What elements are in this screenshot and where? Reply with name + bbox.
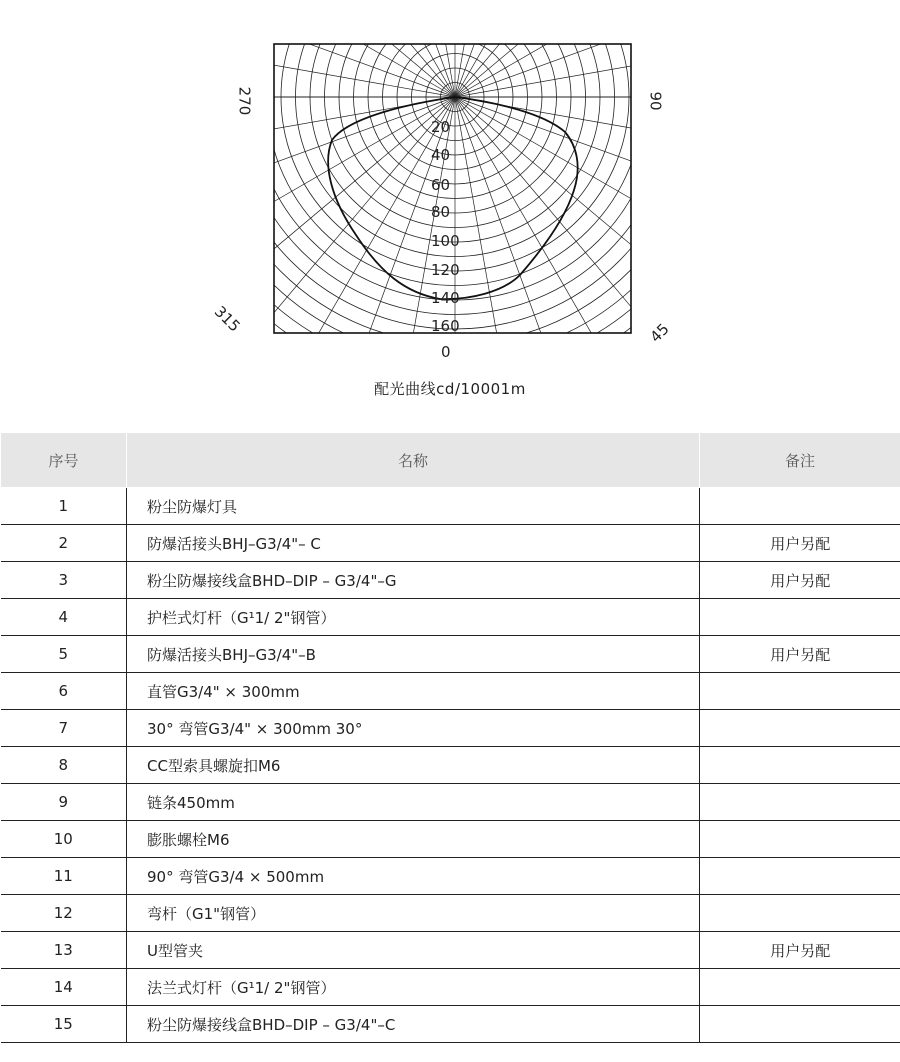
table-row: [1, 821, 900, 858]
grid-ray: [0, 10, 455, 97]
row-note: [700, 784, 900, 821]
radial-tick-label: 20: [431, 118, 451, 136]
table-row: [1, 969, 900, 1006]
table-header-row: [1, 433, 900, 488]
grid-ray: [72, 97, 455, 400]
table-row: [1, 562, 900, 599]
table-row: [1, 673, 900, 710]
grid-ray: [455, 0, 900, 97]
row-note: [700, 858, 900, 895]
row-number: 2: [1, 525, 127, 562]
row-number: 12: [1, 895, 127, 932]
row-name: 粉尘防爆接线盒BHD–DIP – G3/4"–C: [127, 1006, 700, 1043]
grid-ray: [134, 0, 455, 97]
grid-ray: [205, 0, 455, 97]
radial-tick-label: 160: [431, 317, 460, 335]
table-row: [1, 599, 900, 636]
grid-ray: [0, 97, 455, 184]
grid-ray: [0, 0, 455, 97]
row-name: U型管夹: [127, 932, 700, 969]
table-row: [1, 488, 900, 525]
row-note: [700, 599, 900, 636]
table-row: [1, 525, 900, 562]
diagram-caption: 配光曲线cd/10001m: [374, 380, 526, 398]
row-name: CC型索具螺旋扣M6: [127, 747, 700, 784]
polar-grid-lines: [0, 0, 900, 400]
table-row: [1, 1006, 900, 1043]
radial-tick-label: 40: [431, 146, 451, 164]
table-row: [1, 747, 900, 784]
grid-ray: [455, 10, 900, 97]
row-number: 11: [1, 858, 127, 895]
row-note: 用户另配: [700, 932, 900, 969]
grid-ray: [455, 0, 705, 97]
radial-tick-label: 140: [431, 289, 460, 307]
grid-ray: [22, 0, 455, 97]
grid-ray: [72, 0, 455, 97]
row-number: 13: [1, 932, 127, 969]
row-name: 粉尘防爆接线盒BHD–DIP – G3/4"–G: [127, 562, 700, 599]
angle-label-90: 90: [646, 91, 665, 111]
row-note: [700, 710, 900, 747]
grid-ray: [455, 97, 900, 268]
row-number: 1: [1, 488, 127, 525]
radial-tick-label: 60: [431, 176, 451, 194]
grid-ray: [134, 97, 455, 400]
table-row: [1, 858, 900, 895]
row-note: [700, 895, 900, 932]
grid-ray: [455, 0, 838, 97]
row-number: 3: [1, 562, 127, 599]
grid-ray: [455, 97, 838, 400]
grid-ray: [368, 0, 455, 97]
row-number: 9: [1, 784, 127, 821]
row-name: 膨胀螺栓M6: [127, 821, 700, 858]
row-name: 防爆活接头BHJ–G3/4"–B: [127, 636, 700, 673]
row-name: 粉尘防爆灯具: [127, 488, 700, 525]
header-name: 名称: [127, 433, 700, 488]
row-number: 15: [1, 1006, 127, 1043]
polar-grid: [0, 0, 900, 400]
row-note: 用户另配: [700, 562, 900, 599]
radial-tick-label: 80: [431, 203, 451, 221]
row-note: 用户另配: [700, 636, 900, 673]
row-number: 6: [1, 673, 127, 710]
row-name: 防爆活接头BHJ–G3/4"– C: [127, 525, 700, 562]
row-note: [700, 1006, 900, 1043]
table-body: [1, 488, 900, 1043]
row-name: 弯杆（G1"钢管）: [127, 895, 700, 932]
grid-ray: [455, 0, 776, 97]
row-name: 法兰式灯杆（G¹1/ 2"钢管）: [127, 969, 700, 1006]
parts-table: [0, 432, 900, 1043]
radial-tick-label: 100: [431, 232, 460, 250]
grid-ray: [455, 97, 888, 347]
row-name: 链条450mm: [127, 784, 700, 821]
row-note: [700, 969, 900, 1006]
row-number: 5: [1, 636, 127, 673]
row-number: 4: [1, 599, 127, 636]
row-name: 90° 弯管G3/4 × 500mm: [127, 858, 700, 895]
row-number: 14: [1, 969, 127, 1006]
table-row: [1, 710, 900, 747]
polar-diagram: [0, 0, 900, 400]
angle-label-270: 270: [235, 86, 254, 116]
row-number: 7: [1, 710, 127, 747]
row-note: [700, 673, 900, 710]
grid-ray: [0, 97, 455, 268]
row-note: [700, 821, 900, 858]
angle-label-0: 0: [441, 343, 451, 361]
radial-tick-label: 120: [431, 261, 460, 279]
row-number: 8: [1, 747, 127, 784]
grid-ray: [22, 97, 455, 347]
row-note: 用户另配: [700, 525, 900, 562]
grid-ray: [455, 97, 776, 400]
angle-label-315: 315: [210, 302, 244, 336]
grid-ray: [455, 0, 888, 97]
row-number: 10: [1, 821, 127, 858]
row-name: 护栏式灯杆（G¹1/ 2"钢管）: [127, 599, 700, 636]
header-note: 备注: [700, 433, 900, 488]
table-row: [1, 636, 900, 673]
row-name: 30° 弯管G3/4" × 300mm 30°: [127, 710, 700, 747]
table-row: [1, 784, 900, 821]
header-no: 序号: [1, 433, 127, 488]
grid-ray: [455, 0, 542, 97]
row-note: [700, 747, 900, 784]
table-row: [1, 932, 900, 969]
table-row: [1, 895, 900, 932]
angle-label-45: 45: [646, 319, 673, 347]
row-name: 直管G3/4" × 300mm: [127, 673, 700, 710]
row-note: [700, 488, 900, 525]
